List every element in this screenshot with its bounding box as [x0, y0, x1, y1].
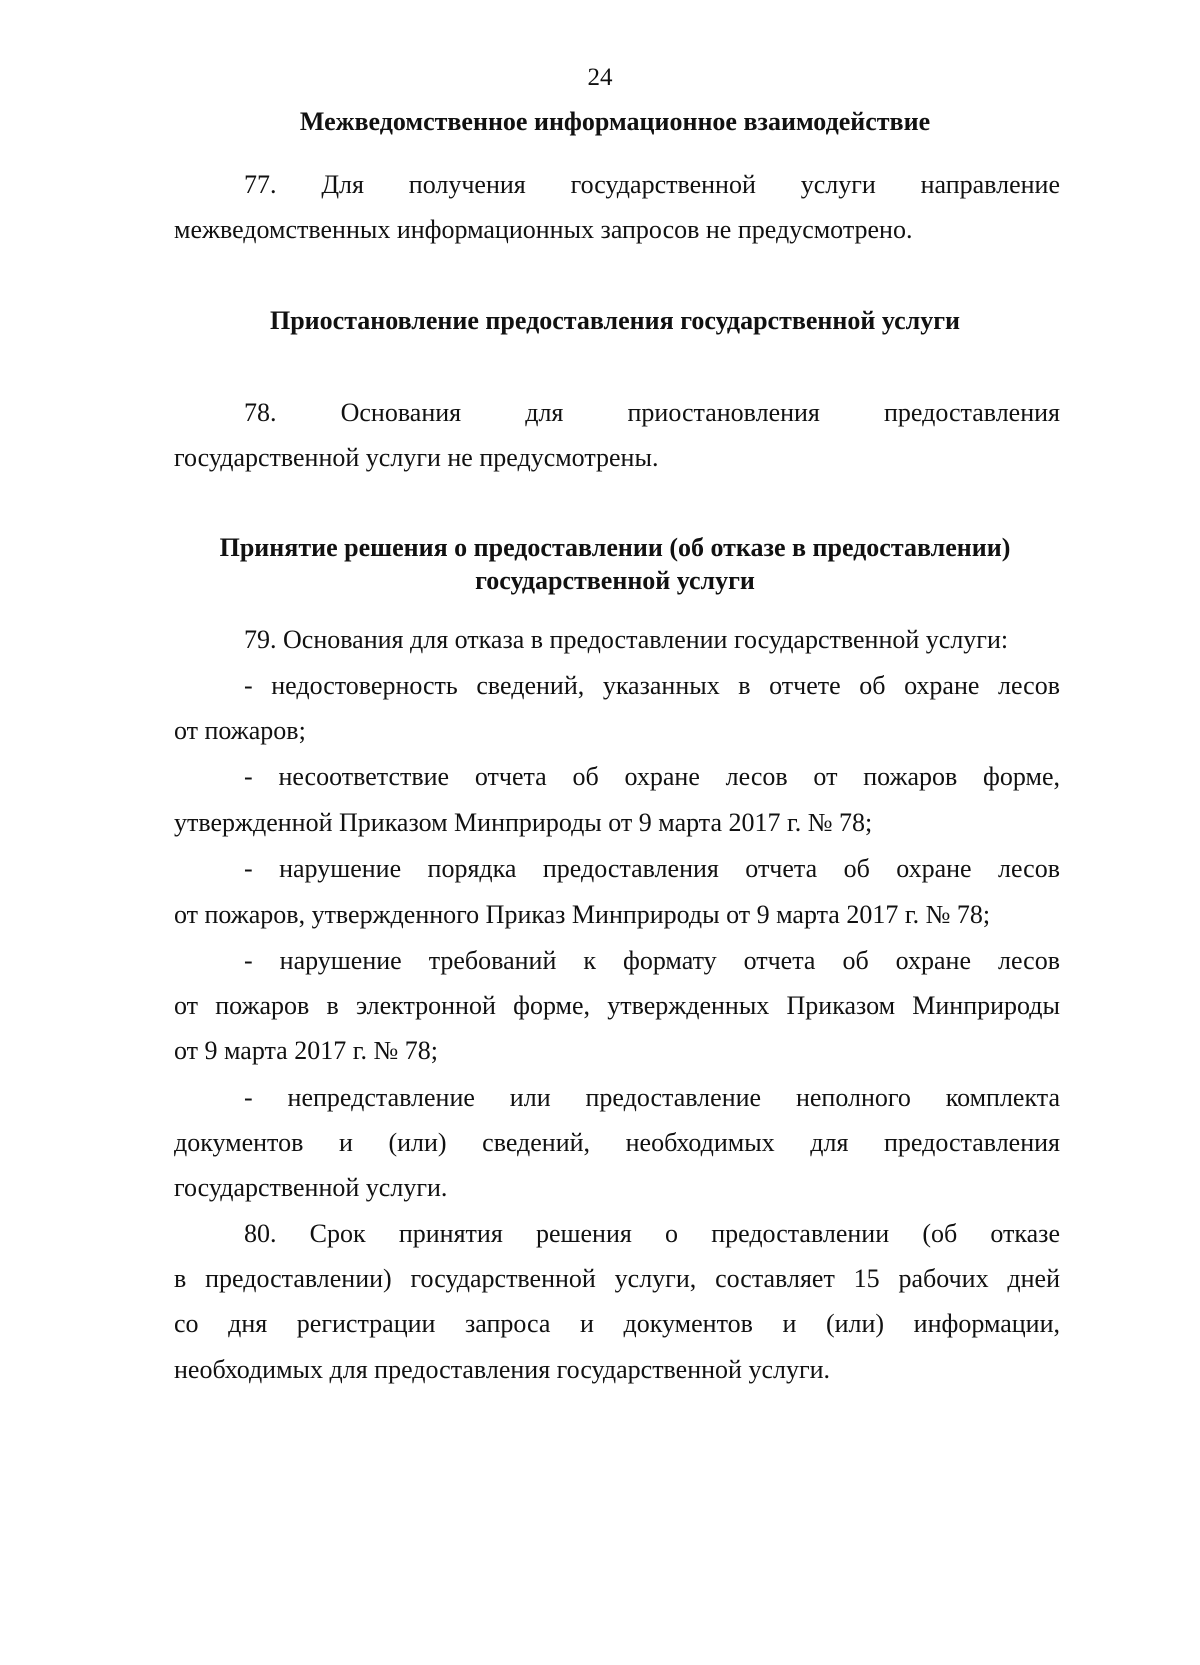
- bullet-1-line-1: - недостоверность сведений, указанных в отчете об охране лесов: [244, 671, 1060, 700]
- bullet-3-line-2: от пожаров, утвержденного Приказ Минприроды от 9 марта 2017 г. № 78;: [174, 900, 991, 929]
- paragraph-78-line-2: государственной услуги не предусмотрены.: [174, 443, 659, 472]
- paragraph-80-line-1: 80. Срок принятия решения о предоставлении (об отказе: [244, 1219, 1060, 1248]
- paragraph-77-line-2: межведомственных информационных запросов не предусмотрено.: [174, 215, 913, 244]
- bullet-5-line-1: - непредставление или предоставление неполного комплекта: [244, 1083, 1060, 1112]
- bullet-1-line-2: от пожаров;: [174, 716, 306, 745]
- section-heading-decision-line-2: государственной услуги: [475, 566, 755, 595]
- paragraph-77-line-1: 77. Для получения государственной услуги направление: [244, 170, 1060, 199]
- paragraph-80-line-2: в предоставлении) государственной услуги, составляет 15 рабочих дней: [174, 1264, 1060, 1293]
- section-heading-interdepartmental: Межведомственное информационное взаимодействие: [299, 107, 931, 136]
- bullet-5-line-2: документов и (или) сведений, необходимых для предоставления: [174, 1128, 1060, 1157]
- page-number: 24: [587, 64, 613, 91]
- paragraph-78-line-1: 78. Основания для приостановления предоставления: [244, 398, 1060, 427]
- bullet-4-line-2: от пожаров в электронной форме, утвержденных Приказом Минприроды: [174, 991, 1060, 1020]
- bullet-3-line-1: - нарушение порядка предоставления отчета об охране лесов: [244, 854, 1060, 883]
- bullet-2-line-1: - несоответствие отчета об охране лесов от пожаров форме,: [244, 762, 1060, 791]
- bullet-2-line-2: утвержденной Приказом Минприроды от 9 марта 2017 г. № 78;: [174, 808, 873, 837]
- paragraph-79-line-1: 79. Основания для отказа в предоставлении государственной услуги:: [244, 625, 1009, 654]
- section-heading-suspension: Приостановление предоставления государственной услуги: [269, 306, 960, 335]
- bullet-5-line-3: государственной услуги.: [174, 1173, 448, 1202]
- paragraph-80-line-3: со дня регистрации запроса и документов и (или) информации,: [174, 1309, 1060, 1338]
- section-heading-decision-line-1: Принятие решения о предоставлении (об отказе в предоставлении): [219, 533, 1011, 562]
- bullet-4-line-3: от 9 марта 2017 г. № 78;: [174, 1036, 438, 1065]
- paragraph-80-line-4: необходимых для предоставления государственной услуги.: [174, 1355, 831, 1384]
- bullet-4-line-1: - нарушение требований к формату отчета об охране лесов: [244, 946, 1060, 975]
